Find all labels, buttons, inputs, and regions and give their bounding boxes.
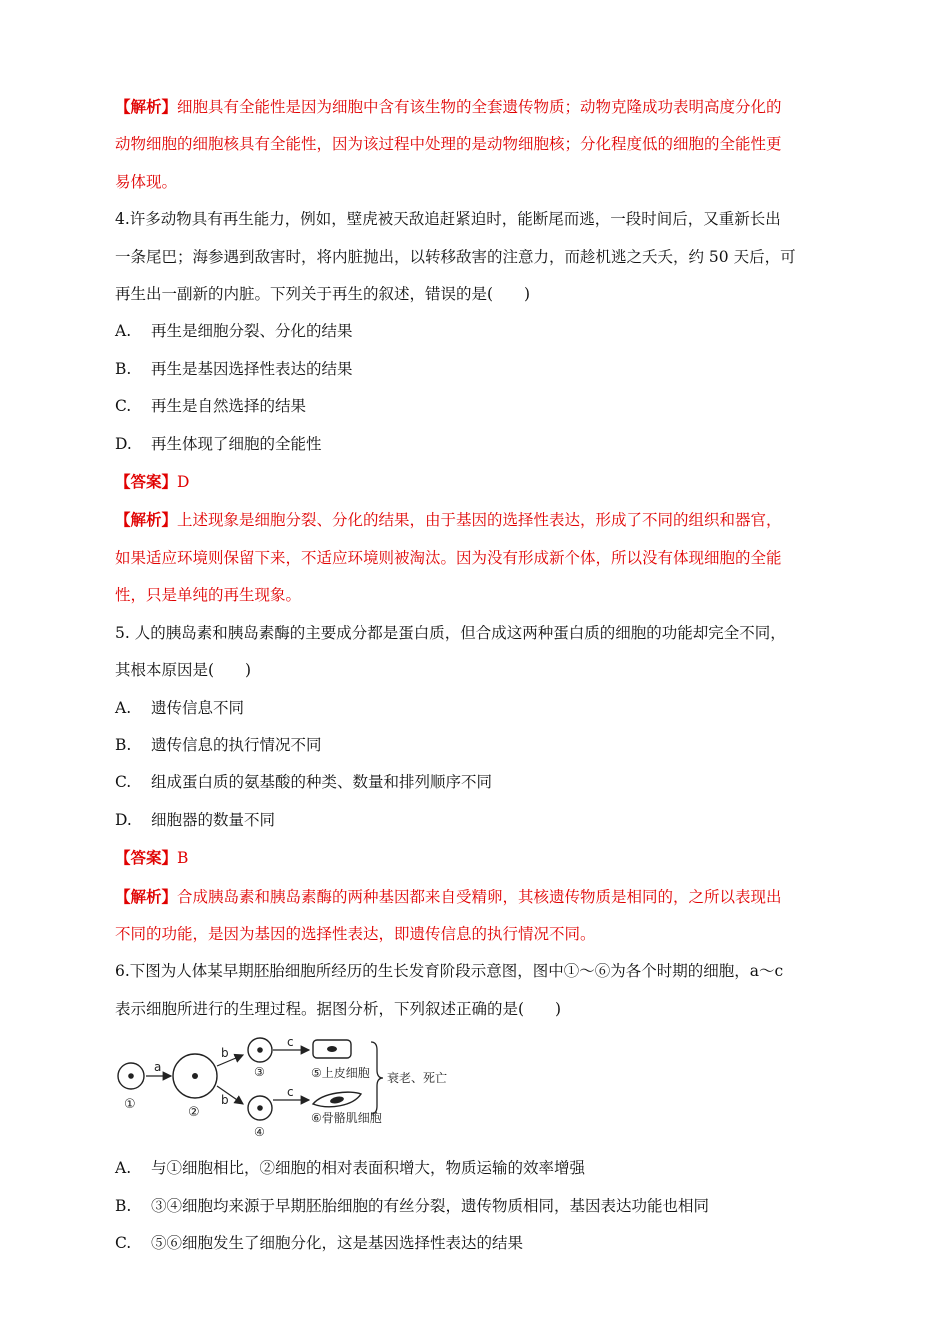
- question-stem: 一条尾巴；海参遇到敌害时，将内脏抛出，以转移敌害的注意力，而趁机逃之夭夭，约 50 天后，可: [115, 247, 796, 266]
- option-b: B. 遗传信息的执行情况不同: [115, 735, 322, 754]
- analysis-text: 上述现象是细胞分裂、分化的结果，由于基因的选择性表达，形成了不同的组织和器官，: [177, 511, 782, 530]
- nucleus: [192, 1073, 198, 1079]
- analysis-text: 动物细胞的细胞核具有全能性，因为该过程中处理的是动物细胞核；分化程度低的细胞的全能性更: [115, 135, 782, 154]
- analysis-tag: 【解析】: [115, 886, 178, 906]
- label-b-top: b: [221, 1046, 229, 1061]
- cell-1-label: ①: [124, 1097, 136, 1113]
- question-stem: 4.许多动物具有再生能力，例如，壁虎被天敌追赶紧迫时，能断尾而逃，一段时间后，又重新长出: [115, 210, 781, 229]
- nucleus: [327, 1046, 337, 1052]
- option-d: D. 细胞器的数量不同: [115, 810, 276, 829]
- label-c-top: c: [287, 1036, 294, 1050]
- option-c: C. ⑤⑥细胞发生了细胞分化，这是基因选择性表达的结果: [115, 1233, 524, 1252]
- cell-4-label: ④: [254, 1125, 265, 1140]
- cell-5-label: ⑤上皮细胞: [311, 1066, 370, 1081]
- nucleus: [257, 1105, 263, 1111]
- analysis-text: 如果适应环境则保留下来，不适应环境则被淘汰。因为没有形成新个体，所以没有体现细胞的全能: [115, 548, 782, 567]
- analysis-text: 合成胰岛素和胰岛素酶的两种基因都来自受精卵，其核遗传物质是相同的，之所以表现出: [177, 887, 782, 906]
- analysis-text: 易体现。: [115, 172, 178, 191]
- analysis-text: 性，只是单纯的再生现象。: [115, 586, 302, 605]
- question-6: [115, 953, 841, 1262]
- document-page: [115, 88, 841, 1262]
- question-5: [115, 615, 841, 954]
- analysis-text: 不同的功能，是因为基因的选择性表达，即遗传信息的执行情况不同。: [115, 924, 596, 943]
- option-a: A. 与①细胞相比，②细胞的相对表面积增大，物质运输的效率增强: [115, 1159, 586, 1178]
- question-stem: 表示细胞所进行的生理过程。据图分析，下列叙述正确的是( ): [115, 999, 562, 1018]
- cell-2-label: ②: [188, 1105, 200, 1121]
- diagram-svg: [115, 1036, 475, 1144]
- answer: 【答案】D: [115, 472, 190, 492]
- label-c-bottom: c: [287, 1085, 294, 1100]
- fate-label: 衰老、死亡: [387, 1071, 448, 1086]
- nucleus: [257, 1047, 263, 1053]
- analysis-tag: 【解析】: [115, 510, 178, 530]
- nucleus: [128, 1073, 134, 1079]
- option-b: B. ③④细胞均来源于早期胚胎细胞的有丝分裂，遗传物质相同，基因表达功能也相同: [115, 1196, 710, 1215]
- q3-analysis: [115, 88, 841, 201]
- option-b: B. 再生是基因选择性表达的结果: [115, 359, 353, 378]
- label-a: a: [154, 1060, 162, 1075]
- option-c: C. 再生是自然选择的结果: [115, 397, 307, 416]
- option-a: A. 再生是细胞分裂、分化的结果: [115, 322, 353, 341]
- brace: [371, 1042, 383, 1114]
- question-stem: 其根本原因是( ): [115, 661, 252, 680]
- option-c: C. 组成蛋白质的氨基酸的种类、数量和排列顺序不同: [115, 773, 493, 792]
- option-d: D. 再生体现了细胞的全能性: [115, 434, 322, 453]
- question-4: [115, 201, 841, 614]
- option-a: A. 遗传信息不同: [115, 698, 245, 717]
- nucleus: [329, 1096, 344, 1105]
- question-stem: 5. 人的胰岛素和胰岛素酶的主要成分都是蛋白质，但合成这两种蛋白质的细胞的功能却完全不同，: [115, 623, 786, 642]
- question-stem: 再生出一副新的内脏。下列关于再生的叙述，错误的是( ): [115, 285, 531, 304]
- cell-development-diagram: [115, 1036, 841, 1144]
- analysis-text: 细胞具有全能性是因为细胞中含有该生物的全套遗传物质；动物克隆成功表明高度分化的: [177, 98, 782, 116]
- analysis-tag: 【解析】: [115, 97, 178, 116]
- cell-6-label: ⑥骨骼肌细胞: [311, 1111, 382, 1126]
- cell-3-label: ③: [254, 1065, 265, 1080]
- answer: 【答案】B: [115, 848, 189, 868]
- question-stem: 6.下图为人体某早期胚胎细胞所经历的生长发育阶段示意图，图中①～⑥为各个时期的细胞，a～c: [115, 962, 784, 981]
- label-b-bottom: b: [221, 1093, 229, 1108]
